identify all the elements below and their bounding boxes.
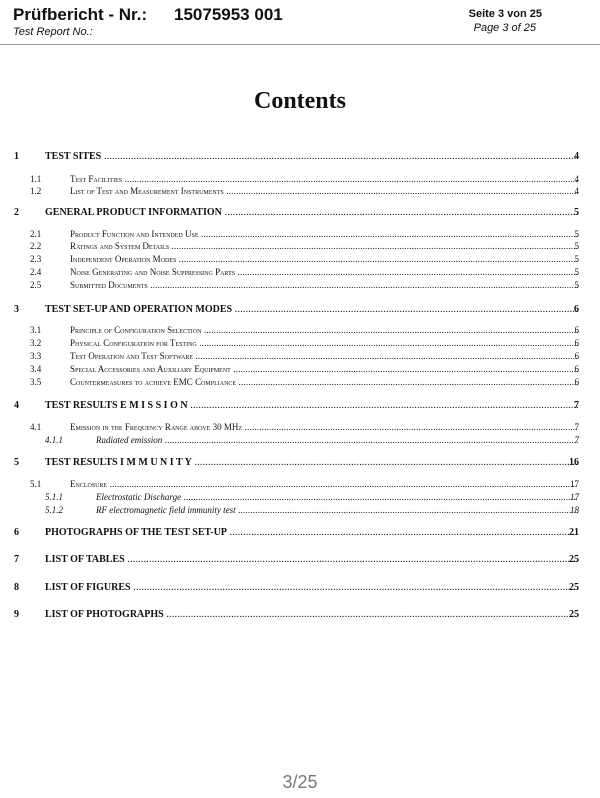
toc-number: 4.1.1 [45,435,63,445]
toc-number: 1.1 [30,174,42,184]
toc-number: 6 [14,527,19,538]
toc-label: TEST RESULTS E M I S S I O N ..... [45,400,578,411]
toc-number: 2.4 [30,267,42,277]
toc-page: 21 [569,527,579,538]
toc-label: TEST SITES ..... [45,151,578,162]
toc-number: 1 [14,151,19,162]
toc-label: TEST SET-UP AND OPERATION MODES ..... [45,304,578,315]
toc-number: 2.3 [30,254,42,264]
toc-label: Special Accessories and Auxiliary Equipment ..... [70,364,578,374]
toc-number: 7 [14,554,19,565]
toc-entry[interactable] [0,505,600,519]
toc-page: 17 [570,492,579,502]
toc-entry[interactable] [0,151,600,165]
toc-page: 5 [574,229,579,239]
toc-entry[interactable] [0,422,600,436]
report-number-label-en: Test Report No.: [13,26,93,38]
report-number-label: Prüfbericht - Nr.: [13,5,148,24]
toc-label: RF electromagnetic field immunity test ..... [96,505,578,515]
toc-number: 5.1.2 [45,505,63,515]
toc-page: 16 [569,457,579,468]
toc-page: 5 [574,280,579,290]
toc-page: 7 [574,435,579,445]
toc-entry[interactable] [0,207,600,221]
toc-label: Test Operation and Test Software ..... [70,351,578,361]
report-header [0,0,600,45]
toc-page: 5 [574,207,579,218]
toc-label: Emission in the Frequency Range above 30 MHz ..... [70,422,578,432]
toc-number: 5.1 [30,479,42,489]
toc-entry[interactable] [0,479,600,493]
toc-entry[interactable] [0,254,600,268]
toc-entry[interactable] [0,351,600,365]
toc-number: 4 [14,400,19,411]
toc-entry[interactable] [0,186,600,200]
toc-label: Product Function and Intended Use ..... [70,229,578,239]
toc-entry[interactable] [0,457,600,471]
toc-number: 2.5 [30,280,42,290]
toc-label: Countermeasures to achieve EMC Compliance ..... [70,377,578,387]
toc-label: List of Test and Measurement Instruments ..... [70,186,578,196]
toc-entry[interactable] [0,400,600,414]
toc-number: 3.4 [30,364,42,374]
toc-entry[interactable] [0,304,600,318]
toc-number: 8 [14,582,19,593]
toc-entry[interactable] [0,527,600,541]
toc-number: 3.5 [30,377,42,387]
toc-label: LIST OF TABLES ..... [45,554,578,565]
toc-entry[interactable] [0,582,600,596]
toc-entry[interactable] [0,492,600,506]
toc-page: 7 [574,422,579,432]
toc-label: Submitted Documents ..... [70,280,578,290]
page-indicator: 3/25 [282,772,318,792]
toc-number: 1.2 [30,186,42,196]
toc-entry[interactable] [0,338,600,352]
toc-entry[interactable] [0,377,600,391]
report-number: 15075953 001 [174,5,283,24]
toc-page: 5 [574,241,579,251]
toc-label: Electrostatic Discharge ..... [96,492,578,502]
toc-label: PHOTOGRAPHS OF THE TEST SET-UP ..... [45,527,578,538]
toc-entry[interactable] [0,554,600,568]
toc-page: 18 [570,505,579,515]
toc-label: Independent Operation Modes ..... [70,254,578,264]
toc-label: TEST RESULTS I M M U N I T Y ..... [45,457,578,468]
toc-page: 25 [569,609,579,620]
toc-number: 5 [14,457,19,468]
toc-label: Test Facilities ..... [70,174,578,184]
toc-page: 7 [574,400,579,411]
toc-page: 4 [574,186,579,196]
toc-label: Physical Configuration for Testing ..... [70,338,578,348]
toc-label: Radiated emission ..... [96,435,578,445]
toc-page: 17 [570,479,579,489]
toc-number: 9 [14,609,19,620]
toc-entry[interactable] [0,364,600,378]
toc-number: 5.1.1 [45,492,63,502]
toc-number: 2 [14,207,19,218]
toc-label: Noise Generating and Noise Suppressing Parts ..... [70,267,578,277]
toc-number: 2.2 [30,241,42,251]
toc-number: 3.1 [30,325,42,335]
toc-entry[interactable] [0,267,600,281]
toc-entry[interactable] [0,280,600,294]
toc-page: 5 [574,254,579,264]
toc-number: 3 [14,304,19,315]
toc-label: Enclosure ..... [70,479,578,489]
toc-label: LIST OF FIGURES ..... [45,582,578,593]
toc-page: 4 [574,174,579,184]
toc-entry[interactable] [0,325,600,339]
toc-label: Ratings and System Details ..... [70,241,578,251]
toc-number: 3.2 [30,338,42,348]
toc-page: 6 [574,304,579,315]
toc-page: 5 [574,267,579,277]
page-count-en: Page 3 of 25 [473,22,536,34]
toc-number: 3.3 [30,351,42,361]
toc-page: 6 [574,364,579,374]
toc-page: 25 [569,582,579,593]
toc-page: 6 [574,377,579,387]
toc-entry[interactable] [0,609,600,623]
toc-page: 6 [574,338,579,348]
toc-label: GENERAL PRODUCT INFORMATION ..... [45,207,578,218]
toc-label: LIST OF PHOTOGRAPHS ..... [45,609,578,620]
toc-page: 6 [574,325,579,335]
toc-entry[interactable] [0,241,600,255]
toc-page: 4 [574,151,579,162]
page-title: Contents [253,88,346,114]
toc-label: Principle of Configuration Selection ..... [70,325,578,335]
toc-page: 6 [574,351,579,361]
page-count-de: Seite 3 von 25 [468,8,542,20]
toc-number: 2.1 [30,229,42,239]
toc-entry[interactable] [0,435,600,449]
toc-page: 25 [569,554,579,565]
toc-number: 4.1 [30,422,42,432]
